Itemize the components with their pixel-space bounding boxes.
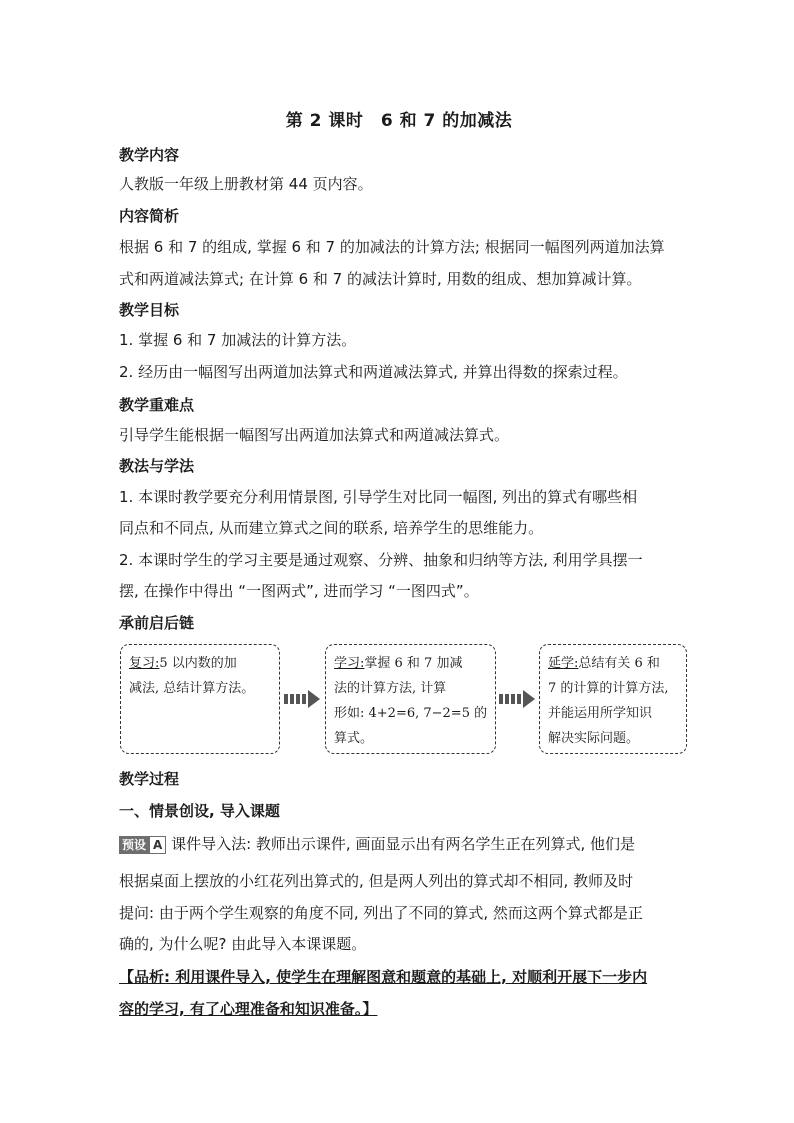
preset-tag-letter: A bbox=[149, 836, 166, 854]
learn-text: 形如: 4+2=6, 7−2=5 的 bbox=[334, 706, 488, 721]
heading-key-points: 教学重难点 bbox=[119, 396, 195, 414]
paragraph: 2. 本课时学生的学习主要是通过观察、分辨、抽象和归纳等方法, 利用学具摆一 bbox=[119, 551, 643, 569]
paragraph: 2. 经历由一幅图写出两道加法算式和两道减法算式, 并算出得数的探索过程。 bbox=[119, 363, 628, 381]
heading-goals: 教学目标 bbox=[119, 301, 180, 319]
paragraph: 人教版一年级上册教材第 44 页内容。 bbox=[119, 175, 373, 193]
extend-label: 延学: bbox=[548, 656, 579, 671]
subheading-intro: 一、情景创设, 导入课题 bbox=[119, 802, 280, 820]
paragraph-text: 课件导入法: 教师出示课件, 画面显示出有两名学生正在列算式, 他们是 bbox=[166, 835, 635, 853]
page-title: 第 2 课时 6 和 7 的加减法 bbox=[285, 111, 513, 131]
review-text: 减法, 总结计算方法。 bbox=[129, 681, 255, 696]
paragraph: 引导学生能根据一幅图写出两道加法算式和两道减法算式。 bbox=[119, 426, 510, 444]
heading-process: 教学过程 bbox=[119, 770, 180, 788]
analysis-note bbox=[119, 962, 679, 992]
paragraph: 摆, 在操作中得出 “一图两式”, 进而学习 “一图四式”。 bbox=[119, 582, 479, 600]
analysis-note-line: 【品析: 利用课件导入, 使学生在理解图意和题意的基础上, 对顺利开展下一步内 bbox=[119, 968, 648, 986]
paragraph: 1. 本课时教学要充分利用情景图, 引导学生对比同一幅图, 列出的算式有哪些相 bbox=[119, 488, 638, 506]
chain-box-extend bbox=[539, 644, 687, 754]
extend-text: 总结有关 6 和 bbox=[578, 656, 660, 671]
extend-text: 解决实际问题。 bbox=[548, 731, 640, 746]
preset-tag bbox=[119, 836, 166, 854]
extend-text: 7 的计算的计算方法, bbox=[548, 681, 669, 696]
paragraph bbox=[119, 829, 679, 859]
learn-text: 掌握 6 和 7 加减 bbox=[364, 656, 463, 671]
arrow-right-icon bbox=[284, 690, 320, 708]
review-text: 5 以内数的加 bbox=[159, 656, 237, 671]
analysis-note bbox=[119, 994, 679, 1024]
heading-analysis: 内容简析 bbox=[119, 207, 180, 225]
paragraph: 根据桌面上摆放的小红花列出算式的, 但是两人列出的算式却不相同, 教师及时 bbox=[119, 872, 634, 890]
preset-tag-label: 预设 bbox=[119, 836, 149, 854]
paragraph: 1. 掌握 6 和 7 加减法的计算方法。 bbox=[119, 331, 357, 349]
paragraph: 式和两道减法算式; 在计算 6 和 7 的减法计算时, 用数的组成、想加算减计算。 bbox=[119, 270, 642, 288]
learn-text: 法的计算方法, 计算 bbox=[334, 681, 447, 696]
chain-box-learn bbox=[325, 644, 496, 754]
paragraph: 确的, 为什么呢? 由此导入本课课题。 bbox=[119, 935, 367, 953]
heading-methods: 教法与学法 bbox=[119, 457, 195, 475]
paragraph: 同点和不同点, 从而建立算式之间的联系, 培养学生的思维能力。 bbox=[119, 519, 544, 537]
heading-content: 教学内容 bbox=[119, 146, 180, 164]
review-label: 复习: bbox=[129, 656, 160, 671]
paragraph: 提问: 由于两个学生观察的角度不同, 列出了不同的算式, 然而这两个算式都是正 bbox=[119, 904, 643, 922]
extend-text: 并能运用所学知识 bbox=[548, 706, 653, 721]
analysis-note-line: 容的学习, 有了心理准备和知识准备。】 bbox=[119, 1000, 378, 1018]
chain-box-review bbox=[120, 644, 280, 754]
heading-chain: 承前启后链 bbox=[119, 614, 195, 632]
arrow-right-icon bbox=[499, 690, 535, 708]
paragraph: 根据 6 和 7 的组成, 掌握 6 和 7 的加减法的计算方法; 根据同一幅图列两道加法算 bbox=[119, 238, 665, 256]
learn-text: 算式。 bbox=[334, 731, 374, 746]
learn-label: 学习: bbox=[334, 656, 365, 671]
